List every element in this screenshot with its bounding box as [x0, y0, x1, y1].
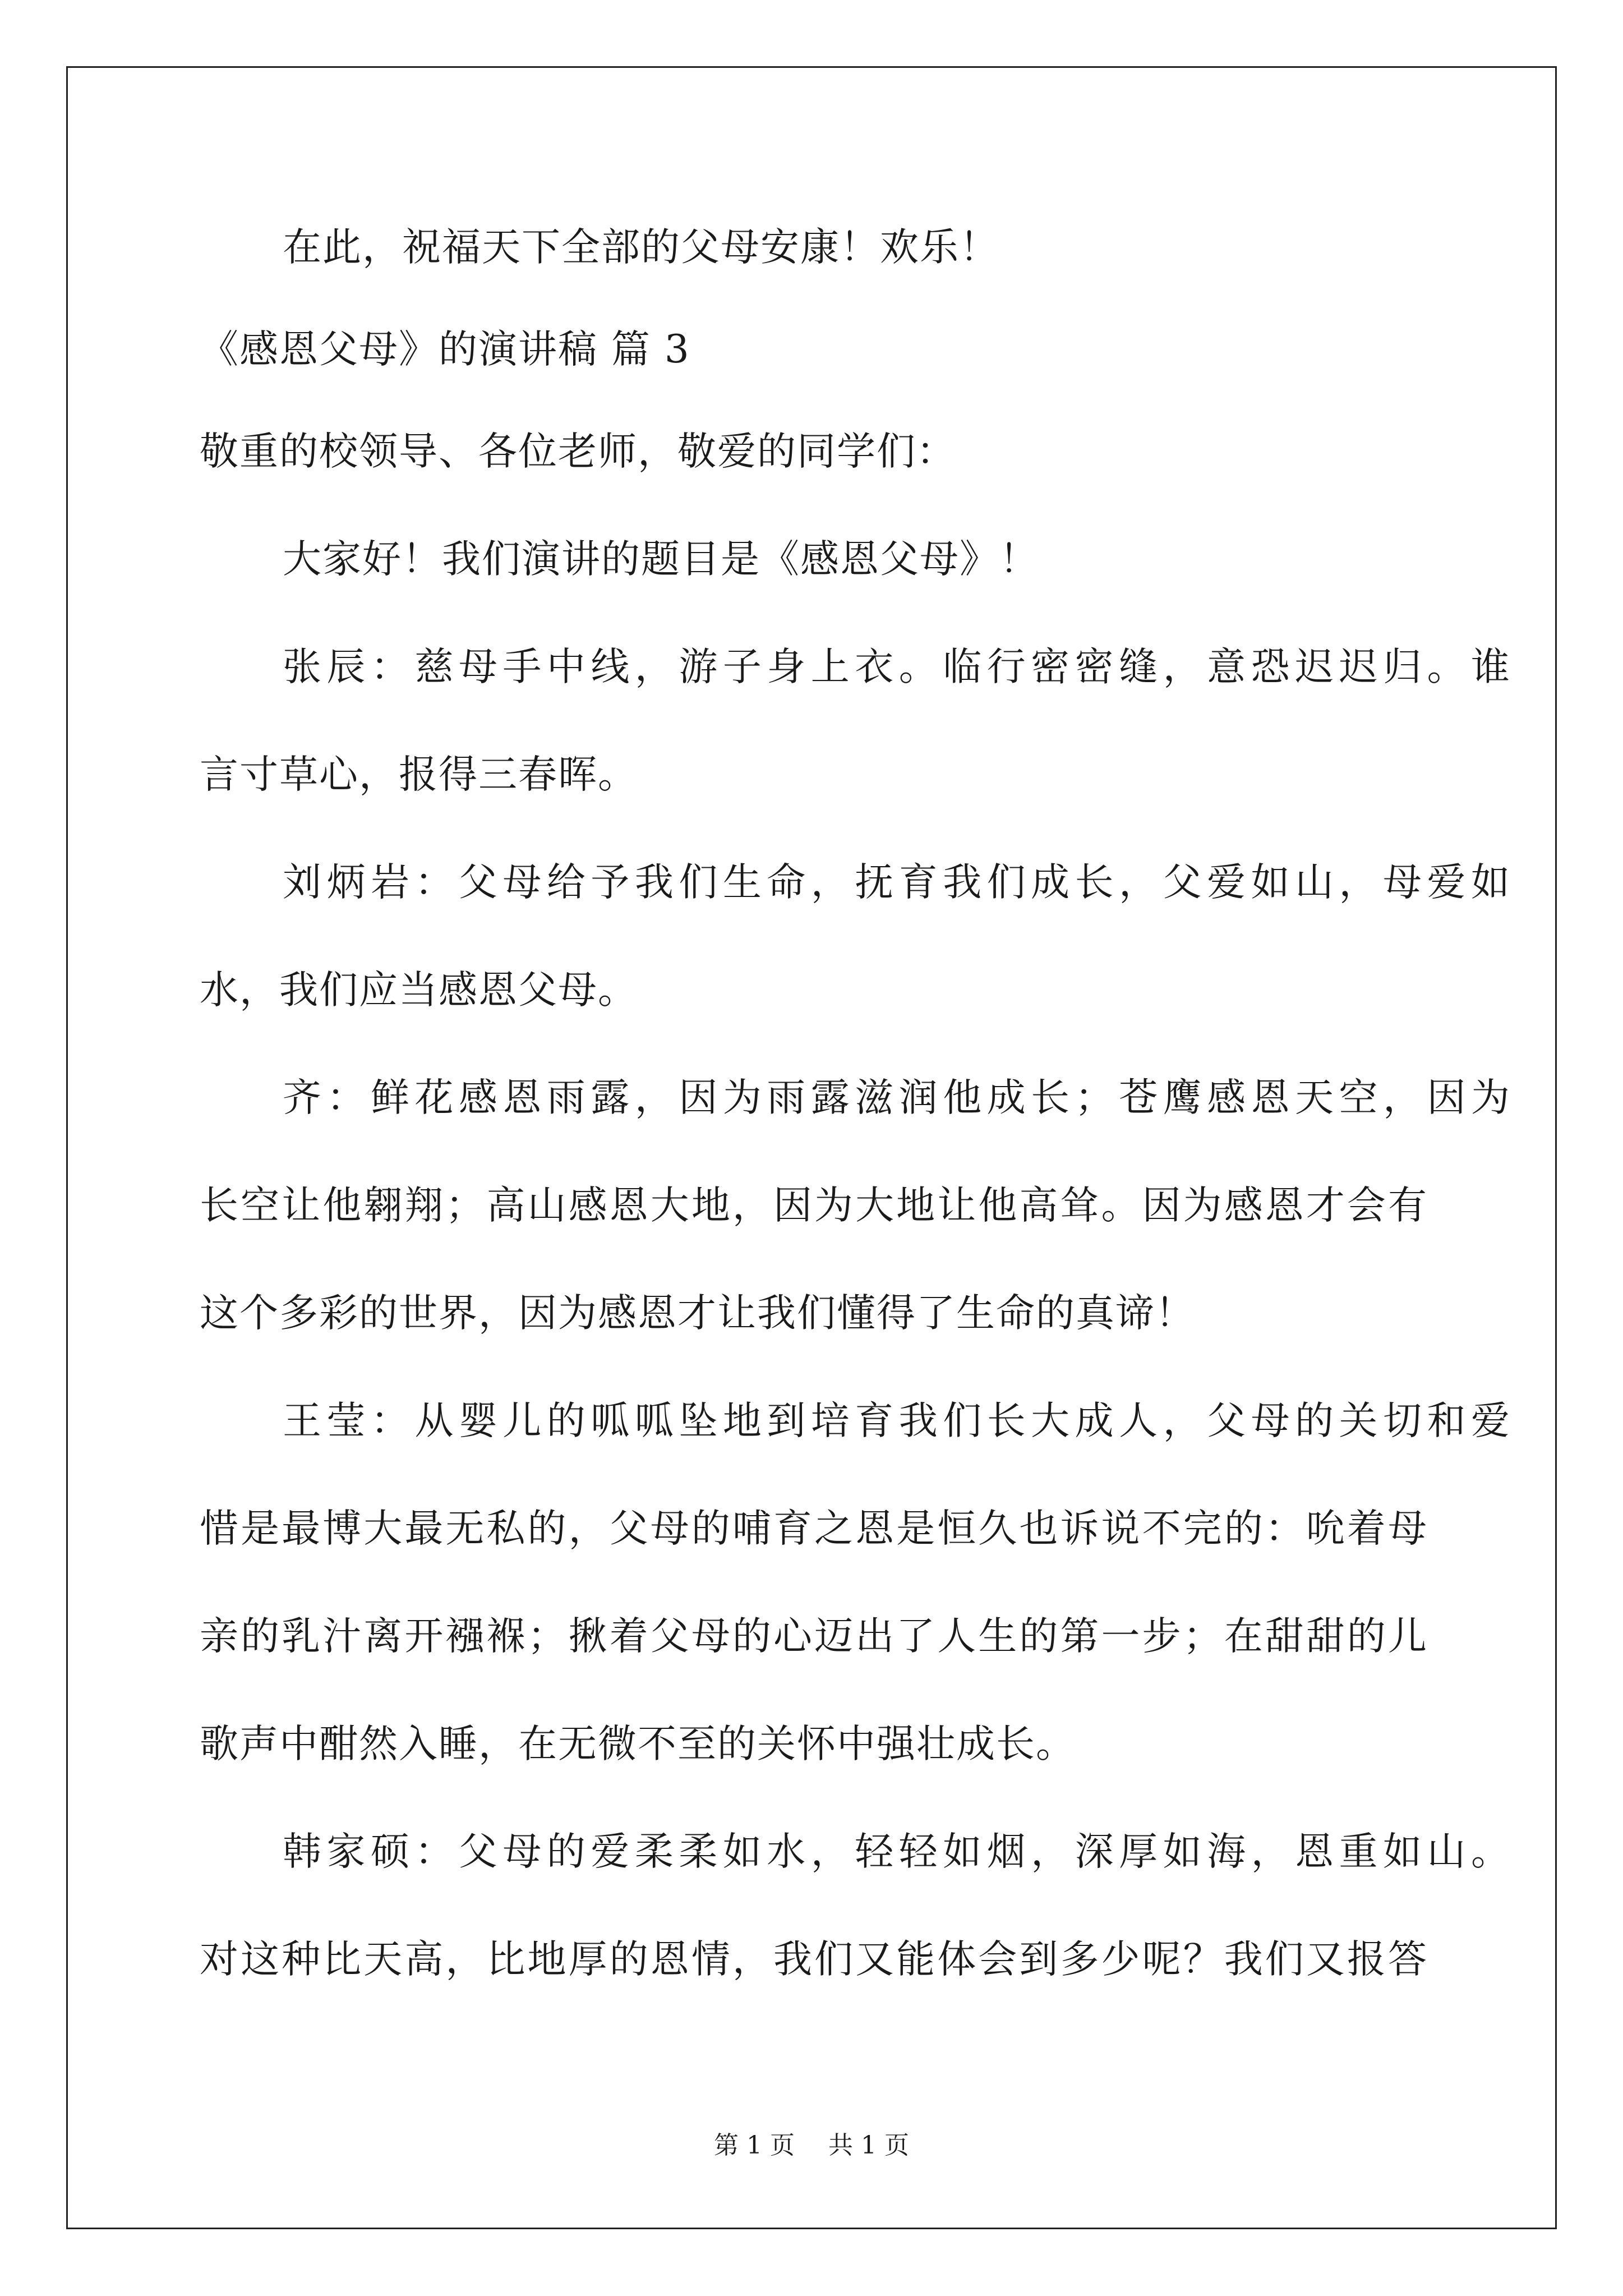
paragraph-line: 水，我们应当感恩父母。 [200, 968, 638, 1013]
document-body [200, 220, 1511, 1986]
paragraph-line: 言寸草心，报得三春晖。 [200, 752, 638, 797]
closing-line: 在此，祝福天下全部的父母安康！欢乐！ [283, 225, 999, 270]
paragraph-line: 长空让他翱翔；高山感恩大地，因为大地让他高耸。因为感恩才会有 [200, 1183, 1428, 1228]
paragraph-line: 这个多彩的世界，因为感恩才让我们懂得了生命的真谛！ [200, 1291, 1195, 1336]
paragraph-line: 刘炳岩：父母给予我们生命，抚育我们成长，父爱如山，母爱如 [283, 860, 1511, 905]
section-heading: 《感恩父母》的演讲稿 篇 3 [200, 327, 690, 372]
page-total: 共 1 页 [828, 2131, 909, 2160]
paragraph-line: 对这种比天高，比地厚的恩情，我们又能体会到多少呢？我们又报答 [200, 1937, 1428, 1982]
paragraph-line: 亲的乳汁离开襁褓；揪着父母的心迈出了人生的第一步；在甜甜的儿 [200, 1614, 1428, 1659]
salutation: 敬重的校领导、各位老师，敬爱的同学们： [200, 429, 956, 474]
greeting-line: 大家好！我们演讲的题目是《感恩父母》！ [283, 537, 1039, 582]
paragraph-line: 张辰：慈母手中线，游子身上衣。临行密密缝，意恐迟迟归。谁 [283, 645, 1511, 689]
paragraph-line: 惜是最博大最无私的，父母的哺育之恩是恒久也诉说不完的：吮着母 [200, 1506, 1428, 1551]
paragraph-line: 歌声中酣然入睡，在无微不至的关怀中强壮成长。 [200, 1722, 1076, 1766]
paragraph-line: 王莹：从婴儿的呱呱坠地到培育我们长大成人，父母的关切和爱 [283, 1398, 1511, 1443]
paragraph-line: 韩家硕：父母的爱柔柔如水，轻轻如烟，深厚如海，恩重如山。 [283, 1829, 1511, 1874]
paragraph-line: 齐：鲜花感恩雨露，因为雨露滋润他成长；苍鹰感恩天空，因为 [283, 1075, 1511, 1120]
page-footer [0, 2130, 1623, 2161]
page-number: 第 1 页 [714, 2131, 795, 2160]
